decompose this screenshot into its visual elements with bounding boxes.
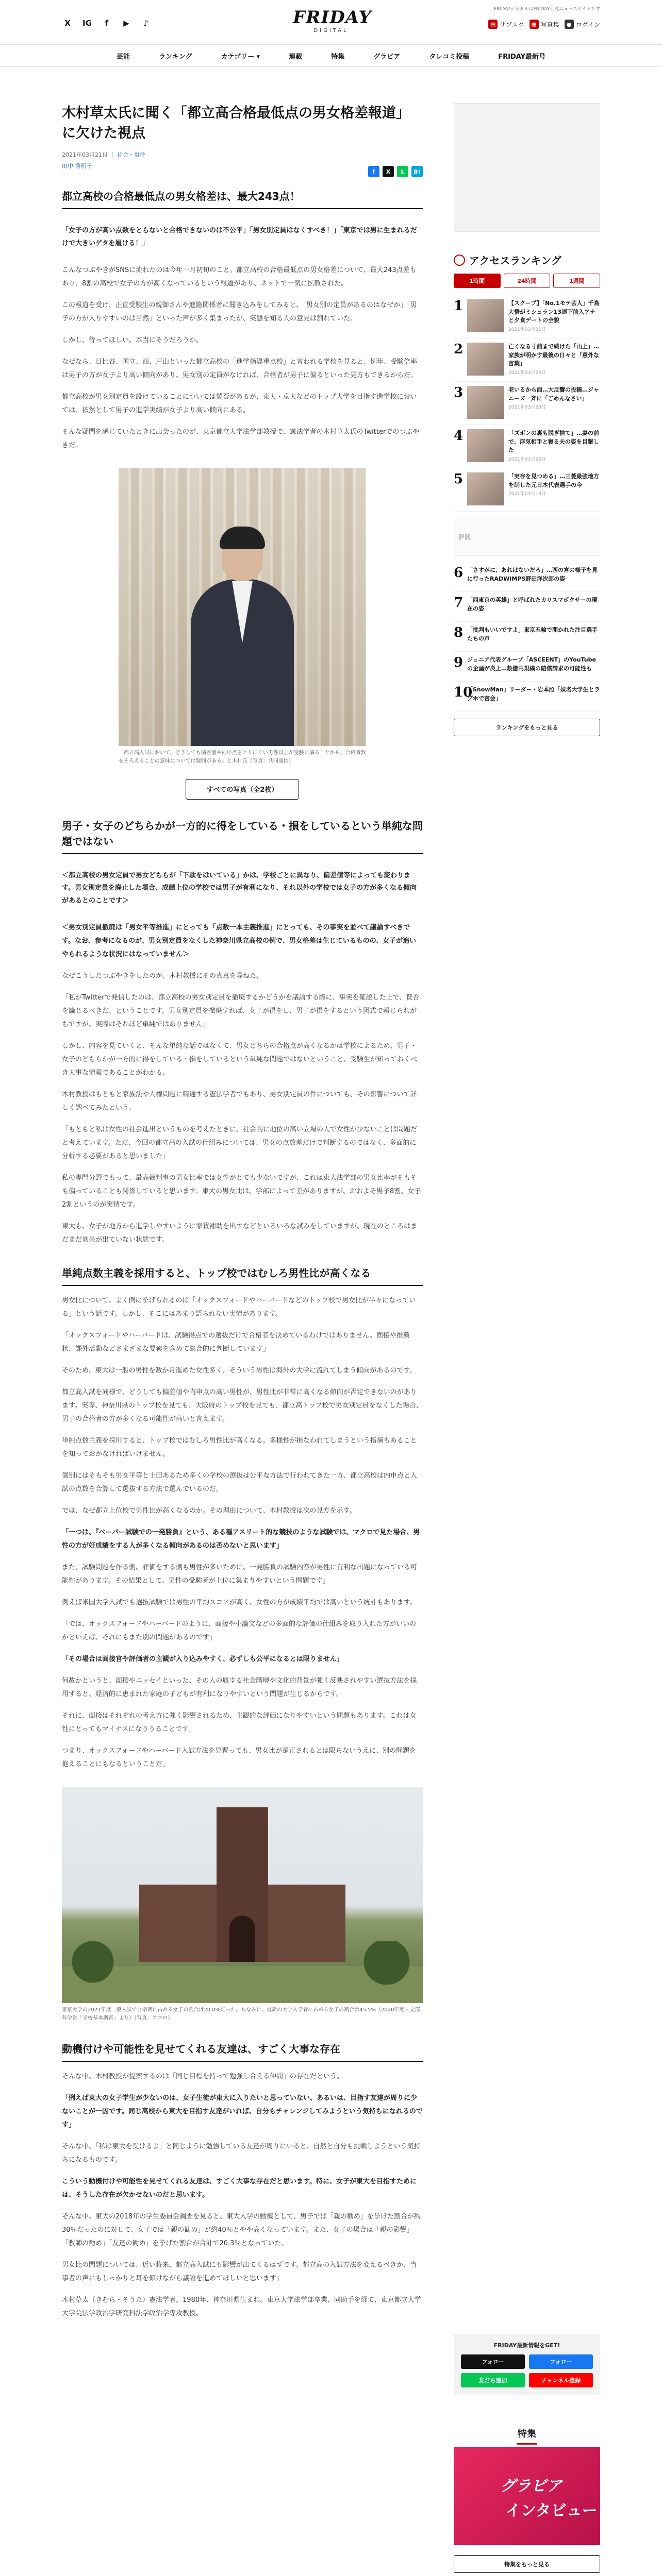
paragraph: 「私がTwitterで発信したのは、都立高校の男女別定員を撤廃するかどうかを議論する際に、事実を確認した上で、賛否を論じるべきだ、ということです。男女別定員を撤廃すれば、女子が得をし、男子が損をするという図式で報じられがちですが、実際はそれほど単純ではありません」: [62, 993, 420, 1028]
ranking-number: 3: [454, 385, 464, 400]
ranking-text: [508, 343, 600, 377]
ranking-thumbnail: [467, 343, 504, 376]
ranking-date: 2021年03月20日: [508, 405, 546, 410]
ranking-number: 1: [454, 298, 464, 314]
more-ranking-button[interactable]: ランキングをもっと見る: [454, 719, 600, 736]
ranking-item[interactable]: [454, 338, 600, 382]
paragraph: この報道を受け、正直受験生の親御さんや進路関係者に聞き込みをしてみると、「男女別の定員があるのはなぜか」「男子の方が入りやすいのは当然」といった声が多く集まったが、実態を知る人の意見は割れていた。: [62, 301, 417, 323]
photobook-link[interactable]: [529, 20, 559, 29]
all-photos-button[interactable]: すべての写真（全2枚）: [186, 779, 299, 800]
ranking-title-text: 「ズボンの裏も脱ぎ捨て」…妻の前で、浮気相手と寝る夫の姿を目撃した: [508, 430, 599, 453]
paragraph: しかし、内容を見ていくと、そんな単純な話ではなくて、男女どちらの合格点が高くなるかは学校によるため、男子・女子のどちらかが一方的に得をしている・損をしているという単純な問題ではないということ、受験生が知っておくべき大事な情報であることがわかる。: [62, 1042, 418, 1077]
article-title: 木村草太氏に聞く「都立高合格最低点の男女格差報道」に欠けた視点: [62, 105, 410, 142]
portrait-person: [191, 530, 294, 746]
ranking-number: 7: [454, 595, 464, 611]
paragraph: こんなつぶやきがSNSに流れたのは今年一月初旬のこと。都立高校の合格最低点の男女格差について、最大243点差もあり、8割の高校で女子の方が高くなっているという報道があり、ネットで一気に拡散された。: [62, 266, 417, 287]
x-icon[interactable]: X: [64, 19, 71, 28]
nav-item-features[interactable]: 特集: [331, 53, 345, 61]
instagram-icon[interactable]: IG: [82, 19, 92, 28]
ranking-title-text: 「SnowMan」リーダー・岩本照「妹名大学生とラブホで密会」: [467, 686, 600, 702]
follow-buttons: [461, 2354, 593, 2387]
more-features-button[interactable]: 特集をもっと見る: [454, 2555, 600, 2573]
ranking-title-text: 老いるから面…大反響の投稿…ジャニーズ一斉に「ごめんなさい」: [508, 386, 599, 402]
ranking-number: 2: [454, 342, 464, 357]
ranking-item[interactable]: [454, 425, 600, 468]
ranking-text: [508, 386, 600, 412]
section-heading-4: 動機付けや可能性を見せてくれる友達は、すごく大事な存在: [62, 2041, 423, 2062]
paragraph: ＜男女別定員撤廃は「男女平等推進」にとっても「点数一本主義推進」にとっても、その事実を並べて議論すべきです。なお、参考になるのが、男女別定員をなくした神奈川県立高校の例で、男女格差は生じているものの、女子が追いやられるような状況にはなっていません＞: [62, 923, 417, 958]
ranking-number: 9: [454, 655, 464, 670]
ranking-thumbnail: [467, 472, 504, 505]
paragraph: 東大も、女子が地方から進学しやすいように家賃補助を出すなどといろいろな試みをしていますが、現在のところはまだまだ効果が出ていない状態です。: [62, 1222, 418, 1244]
user-icon: ●: [565, 20, 574, 29]
nav-item-gravure[interactable]: グラビア: [373, 53, 401, 61]
login-link[interactable]: [565, 20, 600, 29]
magazine-icon: ▤: [488, 20, 498, 29]
paragraph: しかし、待ってほしい。本当にそうだろうか。: [62, 336, 203, 344]
logo-main-text: FRIDAY: [293, 7, 372, 28]
paragraph: 単純点数主義を採用すると、トップ校ではむしろ男性比が高くなる。多様性が損なわれてしまうという指摘もあることを知っておかなければいけません。: [62, 1436, 417, 1458]
article-date: 2021年03月21日: [62, 151, 108, 159]
nav-item-series[interactable]: 連載: [289, 53, 303, 61]
ranking-number: 10: [454, 685, 473, 700]
ranking-title-text: 「さすがに、あれはないだろ」…西の宮の様子を見に行ったRADWIMPS野田洋次郎の姿: [467, 567, 598, 582]
follow-title: FRIDAY最新情報をGET!: [493, 2342, 560, 2349]
youtube-icon[interactable]: ▶: [123, 19, 129, 28]
paragraph: 「オックスフォードやハーバードは、試験得点での選抜だけで合格者を決めているわけではありません。面接や推薦状、課外活動などさまざまな要素を含めて総合的に判断しています」: [62, 1331, 410, 1353]
ranking-date: 2021年03月21日: [508, 327, 546, 332]
ranking-item[interactable]: [454, 592, 600, 622]
section-heading-1: 都立高校の合格最低点の男女格差は、最大243点！: [62, 189, 423, 209]
ranking-thumbnail: [467, 386, 504, 419]
article-author[interactable]: 田中 秀明子: [62, 163, 92, 170]
paragraph: 「その場合は面接官や評価者の主観が入り込みやすく、必ずしも公平になるとは限りません」: [62, 1655, 343, 1663]
site-tagline: FRIDAYデジタルはFRIDAY公式ニュースサイトです: [494, 7, 600, 12]
book-icon: ▦: [529, 20, 539, 29]
ranking-date: 2021年03月20日: [508, 370, 546, 376]
ranking-text: [508, 472, 600, 498]
header-right-nav: [488, 20, 600, 29]
ranking-text: [508, 299, 600, 333]
share-buttons: [368, 166, 423, 177]
paragraph: そんな中、「私は東大を受けるよ」と同じように勉強している友達が周りにいると、自然と自分も挑戦しようという気持ちになるものです。: [62, 2142, 421, 2164]
photo-caption: 「都立高入試において、どうしても偏差値や内申点をとりにくい男性以上が受験に偏ることから、合格者数をそろえることの意味については疑問がある」と木村氏（写真：共同通信）: [119, 750, 366, 764]
ranking-item[interactable]: [454, 295, 600, 338]
tab-1hour[interactable]: 1時間: [454, 274, 501, 288]
social-links: [62, 18, 152, 29]
ranking-icon: [454, 255, 465, 266]
trees-foreground: [62, 1941, 423, 2003]
nav-item-tip-submit[interactable]: タレコミ投稿: [429, 53, 470, 61]
ranking-text: [508, 429, 600, 463]
article-photo-2[interactable]: [62, 1787, 423, 2023]
paragraph: 私の専門分野でもって、最高裁判事の男女比率では女性がとても少ないですが、これは東大法学部の男女比率がそもそも偏っていることも関係していると思います。東大の男女比は、学部によって差がありますが、おおよそ男子8割、女子2割というのが実情です。: [62, 1174, 421, 1209]
ranking-date: 2021年03月19日: [508, 492, 546, 497]
paragraph: そのため、東大は一般の男性を数か月進めた女性多く、そういう男性は海外の大学に流れてしまう傾向があるのです。: [62, 1366, 417, 1375]
photobook-label: 写真集: [540, 21, 559, 28]
follow-box: [454, 2334, 600, 2395]
ad-slot[interactable]: [454, 103, 600, 232]
ranking-title-text: 「西東京の英雄」と呼ばれたカリスマボクサーの現在の姿: [467, 597, 598, 612]
paragraph: つまり、オックスフォードやハーバード入試方法を見習っても、男女比が是正されるとは限らないうえに、別の問題を抱えることにもなるということだ。: [62, 1747, 417, 1768]
paragraph: そんな中、東大の2018年の学生委員会調査を見ると、東大入学の動機として、男子では「親の勧め」を挙げた割合が約30％だったのに対して、女子では「親の勧め」が約40％とやや高くなっています。また、女子の場合は「親の影響」「教師の勧め」「友達の勧め」を挙げた割合が合計で20.3％となっていた。: [62, 2212, 421, 2247]
line-add-friend-button[interactable]: 友だち追加: [461, 2373, 525, 2387]
photo-caption: 東京大学の2021年度一般入試で合格者に占める女子の割合は20.0%だった。ちなみに、最新の大学入学者に占める女子の割合は45.5%（2020年度・文部科学省「学校基本調査」より）（写真：アフロ）: [62, 2007, 420, 2021]
feature-underline: [517, 2443, 537, 2445]
ranking-thumbnail: [467, 429, 504, 462]
feature-banner-text-a: グラビア: [500, 2477, 562, 2495]
paragraph: 木村教授はもともと家族法や人権問題に精通する憲法学者でもあり、男女別定員の件についても、その影響について詳しく調べてみたという。: [62, 1090, 417, 1112]
paragraph: そんな疑問を感じていたときに出会ったのが、東京都立大学法学部教授で、憲法学者の木村草太氏のTwitterでのつぶやきだ。: [62, 428, 420, 449]
paragraph: 例えば米国大学入試でも選抜試験では男性の平均スコアが高く、女性の方が成績平均では高いという統計もあります。: [62, 1598, 417, 1606]
ranking-item[interactable]: [454, 622, 600, 652]
article-meta: 2021年03月21日 ｜ 社会・事件: [62, 151, 145, 159]
paragraph: では、なぜ都立上位校で男性比が高くなるのか。その理由について、木村教授は次の見方を示す。: [62, 1506, 356, 1515]
article-photo-1[interactable]: [119, 468, 366, 766]
ranking-title-text: 「実存を見つめる」…三菱最強地方を制した元日本代表選手の今: [508, 473, 599, 488]
nav-item-entertainment[interactable]: 芸能: [117, 53, 130, 61]
article: [62, 103, 423, 2320]
sidebar: [454, 103, 600, 736]
subscribe-label: サブスク: [500, 21, 524, 28]
paragraph: なぜなら、日比谷、国立、西、戸山といった都立高校の「進学指導重点校」と言われる学校を見ると、例年、受験倍率は男子の方が女子より高い傾向があり、男女別の定員がなければ、合格者が男子に偏るといった見方もできるからだ。: [62, 358, 418, 379]
paragraph: こういう動機付けや可能性を見せてくれる友達は、すごく大事な存在だと思います。特に、女子が東大を目指すためには、そうした存在が欠かせないのだと思います。: [62, 2177, 417, 2199]
ranking-title-text: 亡くなる寸前まで続けた「山上」…家族が明かす最後の日々と「意外な言葉」: [508, 343, 599, 367]
main-navigation: [0, 44, 662, 67]
tiktok-icon[interactable]: ♪: [143, 19, 148, 28]
section-heading-2: 男子・女子のどちらかが一方的に得をしている・損をしているという単純な問題ではない: [62, 818, 423, 854]
ranking-title-text: 「批判もいいですよ」東京五輪で開かれた注目選手たちの声: [467, 626, 598, 642]
ranking-tabs: [454, 274, 600, 288]
ranking-title-text: 【スクープ】「No.1モテ芸人」千鳥大悟がミシュラン13連下前入アナと夕食デートの全貌: [508, 300, 600, 324]
university-building-image: [62, 1787, 423, 2003]
paragraph: 個別にはそもそも男女平等と上田あるため多くの学校の選抜は公平な方法で行われてきた一方、都立高校は内申点と入試の点数を合算して選抜する方法で選んでいるのだ。: [62, 1471, 418, 1493]
nav-item-category[interactable]: カテゴリー ▾: [221, 53, 260, 61]
portrait-hair: [220, 527, 265, 549]
logo-sub-text: DIGITAL: [313, 28, 349, 33]
pr-slot[interactable]: PR: [454, 518, 600, 556]
paragraph: それに、面接はそれぞれの考え方に強く影響されるため、主観的な評価になりやすいという問題もあります。これは女性にとってもマイナスになりうることです」: [62, 1711, 417, 1733]
paragraph: 都立高入試を同様で、どうしても偏差値や内申点の高い男性が、男性比が非常に高くなる傾向が否定できないのがあります。実際、神奈川県のトップ校を見ても、大阪府のトップ校を見ても、都立高トップ校で男女別定員をなくした場合、男子の合格者の方が多くなる可能性が高いと言えます。: [62, 1388, 423, 1423]
paragraph: 「もともと私は女性の社会進出というものを考えたときに、社会的に地位の高い立場の人で女性が少ないことは問題だと考えています。ただ、今回の都立高の入試の仕組みについては、男女の点数差だけで判断するのではなく、多面的に分析する必要があると思いました」: [62, 1125, 418, 1160]
paragraph: なぜこうしたつぶやきをしたのか、木村教授にその真意を尋ねた。: [62, 972, 263, 980]
login-label: ログイン: [575, 21, 600, 28]
ranking-item[interactable]: [454, 382, 600, 425]
feature-banner[interactable]: [454, 2447, 600, 2545]
paragraph: また、試験問題を作る側、評価をする側も男性が多いために、一発勝負の試験内容が男性に有利な出題になっている可能性があります。その結果として、男性の受験者が上位に集まりやすいという問題です」: [62, 1563, 418, 1585]
section-heading-3: 単純点数主義を採用すると、トップ校ではむしろ男性比が高くなる: [62, 1265, 423, 1286]
quote-block-1: 「女子の方が高い点数をとらないと合格できないのは不公平」「男女別定員はなくすべき！」「東京では男に生まれるだけで大きいゲタを履ける！」: [62, 227, 417, 247]
paragraph: 「では、オックスフォードやハーバードのように、面接や小論文などの多面的な評価の仕組みを取り入れた方がいいのかといえば、それにもまた別の問題があるのです」: [62, 1620, 417, 1641]
feature-title: 特集: [518, 2429, 536, 2439]
facebook-share-icon[interactable]: f: [368, 166, 379, 177]
x-follow-button[interactable]: フォロー: [461, 2354, 525, 2369]
paragraph: 男女比の問題については、近い将来、都立高入試にも影響が出てくるはずです。都立高の入試方法を変えるべきか、当事者の声にもしっかりと耳を傾けながら議論を進めてほしいと思います」: [62, 2261, 417, 2282]
portrait-image: [119, 468, 366, 746]
paragraph: 「一つは、『ペーパー試験での一発勝負』という、ある種アスリート的な競技のような試験では、マクロで見た場合、男性の方が好成績をする人が多くなる傾向があるのは否めないと思います」: [62, 1528, 420, 1550]
nav-item-latest-issue[interactable]: FRIDAY最新号: [498, 53, 545, 61]
paragraph: 「例えば東大の女子学生が少ないのは、女子生徒が東大に入りたいと思っていない、あるいは、目指す友達が周りに少ないことが一因です。同じ高校から東大を目指す友達がいれば、自分もチャレンジしてみようという気持ちになれるのです」: [62, 2094, 423, 2129]
tab-1week[interactable]: 1週間: [553, 274, 600, 288]
site-logo[interactable]: [293, 7, 372, 33]
ranking-header: [454, 252, 600, 267]
nav-item-ranking[interactable]: ランキング: [159, 53, 192, 61]
paragraph: 都立高校が男女別定員を設けていることについては賛否があるが、東大・京大などのトップ大学を目指す進学校においては、依然として男子の進学実績が女子より高い傾向にある。: [62, 393, 417, 414]
ranking-thumbnail: [467, 299, 504, 332]
ranking-title: アクセスランキング: [469, 255, 561, 267]
feature-heading: [454, 2427, 600, 2445]
subscribe-link[interactable]: [488, 20, 524, 29]
line-share-icon[interactable]: L: [397, 166, 408, 177]
facebook-icon[interactable]: f: [105, 19, 109, 28]
tab-24hours[interactable]: 24時間: [504, 274, 551, 288]
ranking-number: 6: [454, 565, 464, 581]
feature-banner-text-b: インタビュー: [505, 2502, 598, 2520]
ranking-number: 5: [454, 471, 464, 487]
ranking-date: 2021年03月20日: [508, 456, 546, 462]
x-share-icon[interactable]: X: [383, 166, 394, 177]
quote-block-2: ＜都立高校の男女定員で男女どちらが「下駄をはいている」かは、学校ごとに異なり、偏差値等によっても変わります。男女別定員を廃止した場合、成績上位の学校では男子が有利になり、それ以外の学校では女子の方が多くなる傾向があるとのことです＞: [62, 871, 417, 905]
paragraph: そんな中、木村教授が提案するのは「同じ目標を持って勉強し合える仲間」の存在だという。: [62, 2072, 344, 2080]
youtube-subscribe-button[interactable]: チャンネル登録: [529, 2373, 593, 2387]
facebook-follow-button[interactable]: フォロー: [529, 2354, 593, 2369]
ranking-item[interactable]: [454, 562, 600, 592]
ranking-item[interactable]: [454, 682, 600, 711]
ranking-number: 8: [454, 625, 464, 640]
article-category[interactable]: 社会・事件: [117, 151, 145, 159]
ranking-item[interactable]: [454, 652, 600, 682]
hatena-share-icon[interactable]: B!: [411, 166, 423, 177]
ranking-number: 4: [454, 428, 464, 444]
ranking-list: [454, 295, 600, 711]
author-bio: 木村草太（きむら・そうた）憲法学者。1980年、神奈川県生まれ。東京大学法学部卒業、同助手を経て、東京都立大学大学院法学政治学研究科法学政治学専攻教授。: [62, 2296, 421, 2317]
ranking-title-text: ジュニア代表グループ「ASCEENT」のYouTubeの企画が炎上…数億円規模の賠償請求の可能性も: [467, 656, 596, 672]
ranking-item[interactable]: [454, 468, 600, 512]
paragraph: 何故かというと、面接やエッセイといった、その人の属する社会階層や文化的背景が強く反映されやすい選抜方法を採用すると、経済的に恵まれた家庭の子どもが有利になりやすいという問題が生じるからです。: [62, 1676, 417, 1698]
paragraph: 男女比について、よく例に挙げられるのは「オックスフォードやハーバードなどのトップ校で男女比が半々になっている」という話です。しかし、そこにはあまり語られない実情があります。: [62, 1296, 416, 1318]
site-header: [0, 0, 662, 41]
